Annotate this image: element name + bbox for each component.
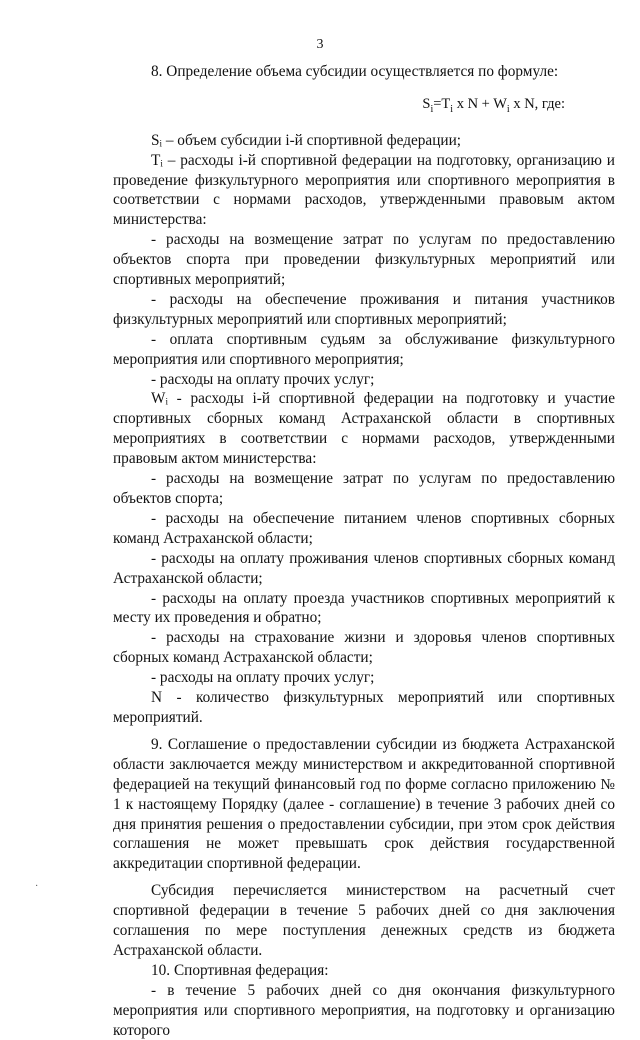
paragraph-8-heading: 8. Определение объема субсидии осуществляется по формуле: <box>151 63 559 80</box>
paragraph-subsidy-transfer: Субсидия перечисляется министерством на расчетный счет спортивной федерации в течение 5 рабочих дней со дня заключения соглашения по мере поступления денежных средств из бюджета Астраханской области. <box>113 882 615 959</box>
formula-t: =T <box>433 95 451 112</box>
formula-n2: x N, <box>509 95 542 112</box>
paragraph-10-heading: 10. Спортивная федерация: <box>151 961 329 979</box>
list-item: - оплата спортивным судьям за обслуживание физкультурного мероприятия или спортивного мероприятия; <box>113 330 615 368</box>
list-item: - расходы на оплату проживания членов спортивных сборных команд Астраханской области; <box>113 549 615 587</box>
definition-t: Tᵢ – расходы i-й спортивной федерации на подготовку, организацию и проведение физкультурного мероприятия или спортивного мероприятия в соответствии с нормами расходов, утвержденными правовым актом министерства: <box>113 151 615 229</box>
page-number: 3 <box>316 37 324 52</box>
formula-s: S <box>422 95 431 112</box>
definition-w: Wᵢ - расходы i-й спортивной федерации на подготовку и участие спортивных сборных команд Астраханской области в спортивных мероприятиях в соответствии с нормами расходов, утвержденными правовым актом министерства: <box>113 390 615 468</box>
scan-mark: · <box>35 881 39 892</box>
list-item: - расходы на возмещение затрат по услугам по предоставлению объектов спорта при проведении физкультурных мероприятий или спортивных мероприятий; <box>113 231 615 289</box>
definition-n: N - количество физкультурных мероприятий или спортивных мероприятий. <box>113 689 615 726</box>
list-item: - расходы на оплату проезда участников спортивных мероприятий к месту их проведения и обратно; <box>113 589 615 627</box>
formula-suffix: где: <box>541 95 565 112</box>
list-item: - в течение 5 рабочих дней со дня окончания физкультурного мероприятия или спортивного мероприятия, на подготовку и организацию которого <box>113 981 615 1039</box>
list-item: - расходы на оплату прочих услуг; <box>151 669 375 687</box>
list-item: - расходы на страхование жизни и здоровья членов спортивных сборных команд Астраханской области; <box>113 629 615 667</box>
list-item: - расходы на обеспечение проживания и питания участников физкультурных мероприятий или спортивных мероприятий; <box>113 290 615 328</box>
list-item: - расходы на обеспечение питанием членов спортивных сборных команд Астраханской области; <box>113 509 615 547</box>
paragraph-9: 9. Соглашение о предоставлении субсидии из бюджета Астраханской области заключается между министерством и аккредитованной спортивной федерацией на текущий финансовый год по форме согласно приложению № 1 к настоящему Порядку (далее - соглашение) в течение 3 рабочих дней со дня принятия решения о предоставлении субсидии, при этом срок действия соглашения не может превышать срок действия государственной аккредитации спортивной федерации. <box>113 735 615 873</box>
list-item: - расходы на возмещение затрат по услугам по предоставлению объектов спорта; <box>113 470 615 508</box>
list-item: - расходы на оплату прочих услуг; <box>151 370 375 388</box>
formula-n1: x N + W <box>453 95 507 112</box>
definition-s: Sᵢ – объем субсидии i-й спортивной федерации; <box>151 131 462 149</box>
document-body <box>113 62 615 1040</box>
subsidy-formula: $S_i=T_i$ x $N + W_i$ x N, где: <box>422 95 565 115</box>
